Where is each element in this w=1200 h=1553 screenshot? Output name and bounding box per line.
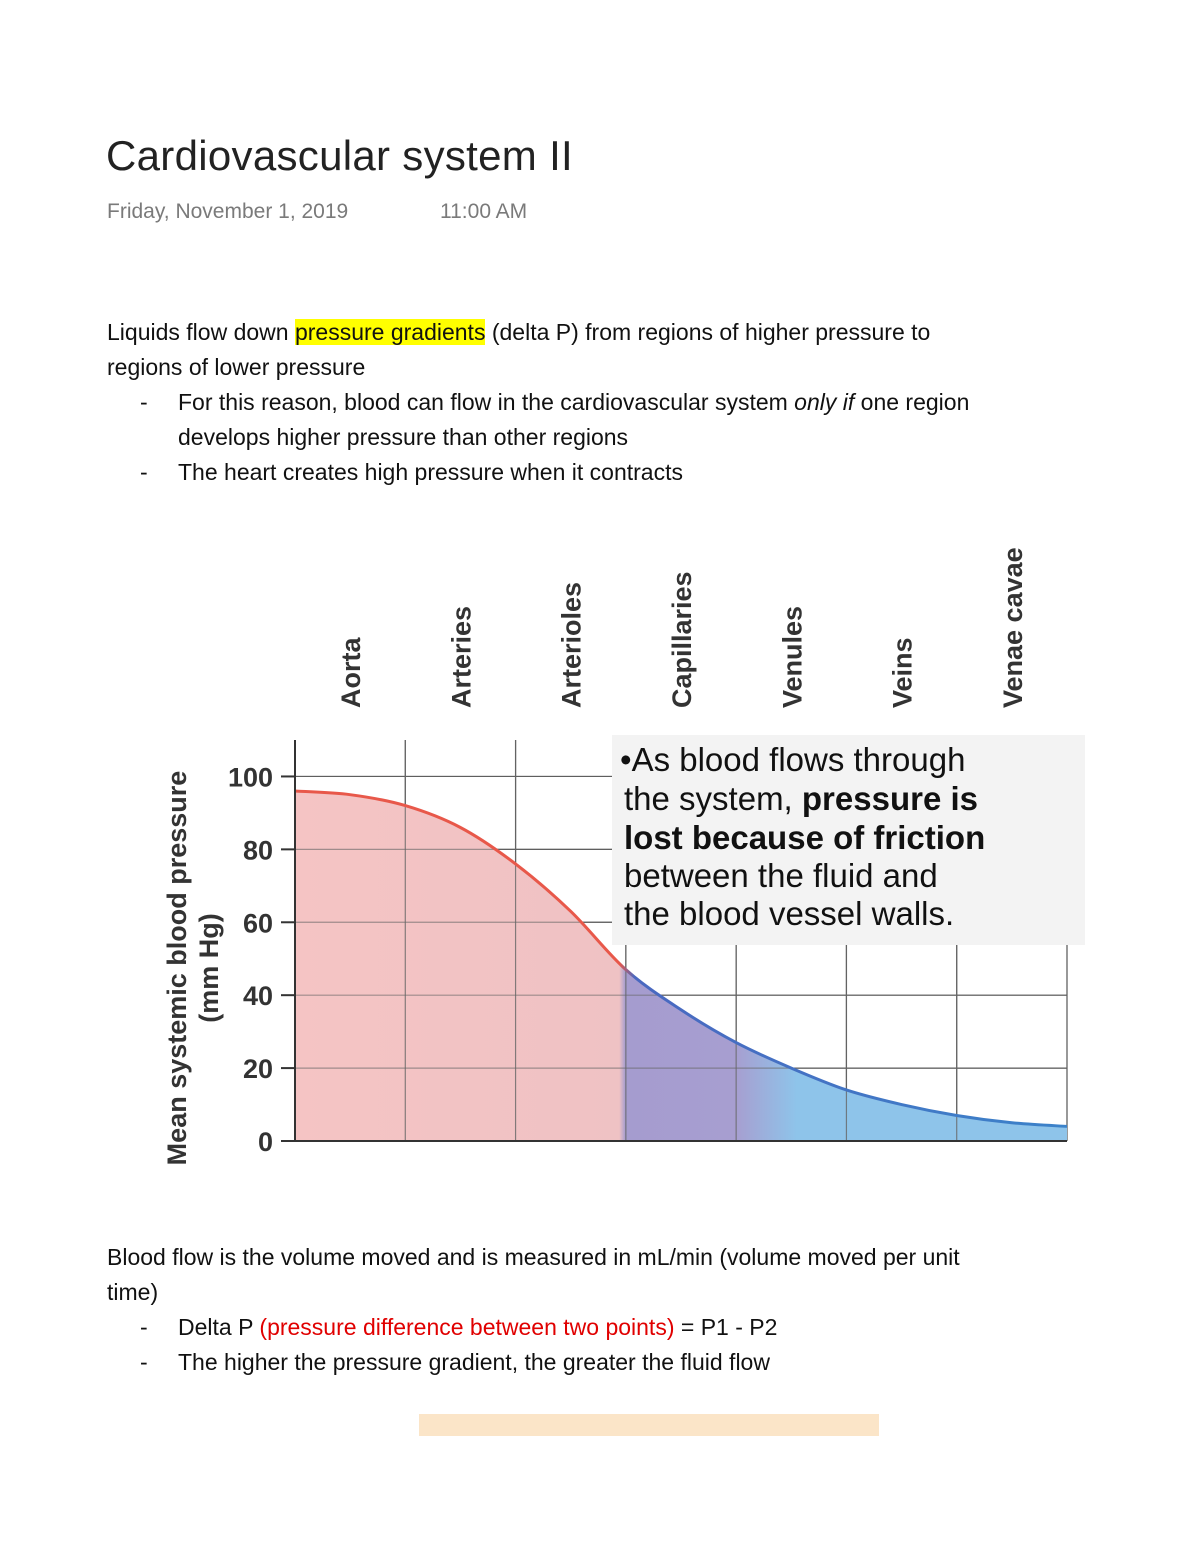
bullet-text: The higher the pressure gradient, the greater the fluid flow [178,1349,770,1375]
y-tick-label: 20 [242,1054,273,1085]
annotation-text: As blood flows through [631,741,966,778]
annotation-line [620,741,965,778]
category-label: Venules [777,605,808,708]
text-fragment: = P1 - P2 [674,1314,778,1340]
paragraph-pressure-gradients [107,315,1107,385]
annotation-bullet: • [620,741,632,778]
annotation-line: lost because of friction [624,819,986,856]
annotation-text: the system, [624,780,802,817]
bullet-text [178,1310,1118,1345]
page-title: Cardiovascular system II [106,132,574,179]
redacted-bar [419,1414,879,1436]
text-fragment: (delta P) from regions of higher pressure to [485,319,931,345]
text-fragment: one region [854,389,970,415]
annotation-box [612,735,1085,945]
category-label: Aorta [336,637,367,708]
text-fragment: Liquids flow down [107,319,295,345]
bullet-text: The heart creates high pressure when it contracts [178,459,683,485]
text-fragment: For this reason, blood can flow in the cardiovascular system [178,389,795,415]
text-fragment: Delta P [178,1314,260,1340]
y-tick-labels [228,762,295,1157]
annotation-line: the blood vessel walls. [624,895,955,932]
annotation-line: between the fluid and [624,857,938,894]
category-label: Arterioles [556,581,587,708]
text-fragment: Blood flow is the volume moved and is measured in mL/min (volume moved per unit [107,1244,960,1270]
page-time: 11:00 AM [440,200,528,223]
y-axis-label: Mean systemic blood pressure [162,770,192,1166]
y-tick-label: 60 [242,908,273,939]
category-label: Arteries [446,605,477,708]
category-label: Veins [887,637,918,708]
y-tick-label: 100 [227,762,273,793]
category-labels [336,547,1028,708]
bullet-dash: - [140,1314,148,1340]
bullet-dash: - [140,389,148,415]
bullet-dash: - [140,1349,148,1375]
category-label: Venae cavae [997,547,1028,708]
text-fragment: regions of lower pressure [107,354,366,380]
paragraph-blood-flow [107,1240,1127,1310]
text-fragment: develops higher pressure than other regions [178,424,629,450]
y-tick-label: 0 [257,1127,273,1157]
y-tick-label: 80 [242,835,273,866]
y-axis-label-units: (mm Hg) [194,913,224,1023]
annotation-line [624,780,978,817]
bullet-dash: - [140,459,148,485]
annotation-bold-text: pressure is [801,780,978,817]
emphasis-text: only if [794,389,855,415]
text-fragment: time) [107,1279,159,1305]
y-tick-label: 40 [242,981,273,1012]
bullet-text [178,385,1118,455]
highlighted-term: pressure gradients [294,319,486,345]
blood-pressure-chart [150,520,1090,1180]
red-text: (pressure difference between two points) [259,1314,675,1340]
category-label: Capillaries [667,571,697,708]
page-date: Friday, November 1, 2019 [107,200,349,223]
